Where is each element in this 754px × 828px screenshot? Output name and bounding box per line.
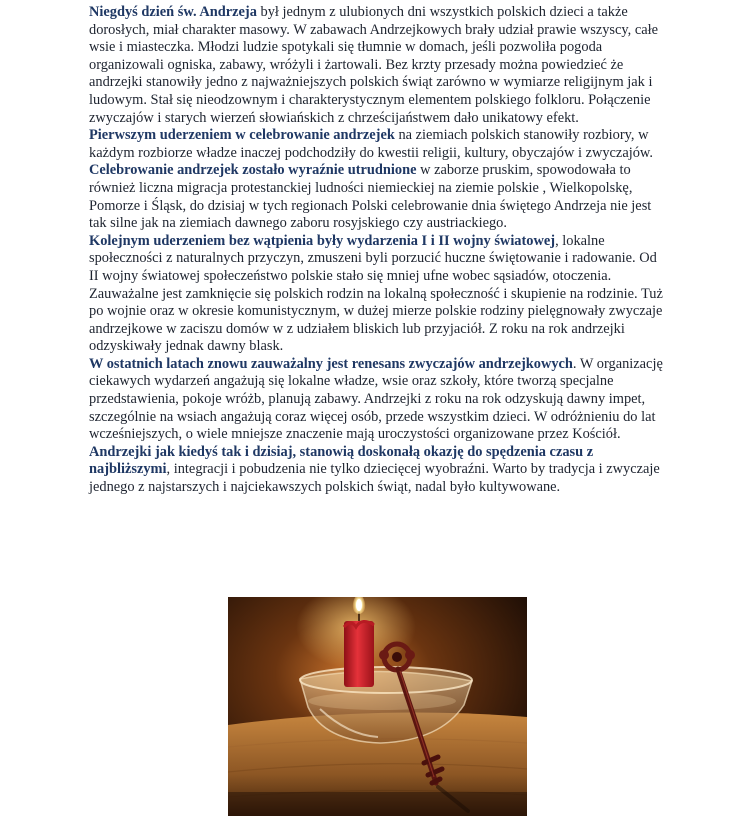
candle-flame <box>353 597 365 614</box>
paragraph-6-lead: Andrzejki jak kiedyś tak i dzisiaj, stanowią doskonałą okazję do spędzenia czasu z najbliższymi <box>89 443 594 478</box>
paragraph-6 <box>89 444 669 497</box>
paragraph-5-lead: W ostatnich latach znowu zauważalny jest renesans zwyczajów andrzejkowych <box>89 355 573 372</box>
paragraph-4-lead: Kolejnym uderzeniem bez wątpienia były wydarzenia I i II wojny światowej <box>89 232 556 249</box>
paragraph-3-lead: Celebrowanie andrzejek zostało wyraźnie utrudnione <box>89 162 417 179</box>
paragraph-4 <box>89 233 669 356</box>
paragraph-1-text: był jednym z ulubionych dni wszystkich polskich dzieci a także dorosłych, miał charakter masowy. W zabawach Andrzejkowych brały udział prawie wszyscy, całe wsie i miasteczka. Młodzi ludzie spotykali się tłumnie w domach, jeśli pozwoliła pogoda organizowali ogniska, zabawy, wróżyli i żartowali. Bez krzty przesady można powiedzieć że andrzejki stanowiły jedno z najważniejszych polskich świąt zarówno w wymiarze religijnym jak i ludowym. Stał się nieodzownym i charakterystycznym elementem polskiego folkloru. Połączenie zwyczajów i starych wierzeń słowiańskich z chrześcijaństwem dało unikatowy efekt. <box>89 4 659 126</box>
paragraph-2-text: na ziemiach polskich stanowiły rozbiory, w każdym rozbiorze władze inaczej podchodziły do kwestii religii, kultury, obyczajów i zwyczajów. <box>89 127 653 161</box>
paragraph-4-text: , lokalne społeczności z naturalnych przyczyn, zmuszeni byli porzucić huczne świętowanie i radowanie. Od II wojny światowej społeczeństwo polskie stało się mniej ufne wobec sąsiadów, otoczenia. Zauważalne jest zamknięcie się polskich rodzin na lokalną społeczność i skupienie na rodzinie. Tuż po wojnie oraz w okresie komunistycznym, w dużej mierze polskie rodziny pielęgnowały zwyczaje andrzejkowe w zaciszu domów w z udziałem bliskich lub przyjaciół. Z roku na rok andrzejki odzyskiwały jednak dawny blask. <box>89 232 663 355</box>
paragraph-2 <box>89 127 669 162</box>
paragraph-3-text: w zaborze pruskim, spowodowała to również liczna migracja protestanckiej ludności niemieckiej na ziemie polskie , Wielkopolskę, Pomorze i Śląsk, do dzisiaj w tych regionach Polski celebrowanie dnia świętego Andrzeja nie jest tak silne jak na ziemiach dawnego zaboru rosyjskiego czy austriackiego. <box>89 162 652 232</box>
paragraph-5-text: . W organizację ciekawych wydarzeń angażują się lokalne władze, wsie oraz szkoły, które tworzą specjalne przedstawienia, pokoje wróżb, planują zabawy. Andrzejki z roku na rok odzyskują dawny impet, szczególnie na wsiach angażują coraz więcej osób, przede wszystkim dzieci. W odróżnieniu do lat wcześniejszych, o wiele mniejsze znaczenie mają uroczystości organizowane przez Kościół. <box>89 355 663 443</box>
paragraph-3 <box>89 162 669 232</box>
paragraph-1-lead: Niegdyś dzień św. Andrzeja <box>89 4 257 20</box>
paragraph-6-text: , integracji i pobudzenia nie tylko dziecięcej wyobraźni. Warto by tradycja i zwyczaje jednego z najstarszych i najciekawszych polskich świąt, nadal było kultywowane. <box>89 461 660 496</box>
paragraph-2-lead: Pierwszym uderzeniem w celebrowanie andrzejek <box>89 127 395 144</box>
paragraph-5 <box>89 356 669 444</box>
red-candle <box>344 611 374 687</box>
article-body <box>89 4 669 497</box>
candle-key-photo <box>228 597 527 816</box>
paragraph-1 <box>89 4 669 127</box>
